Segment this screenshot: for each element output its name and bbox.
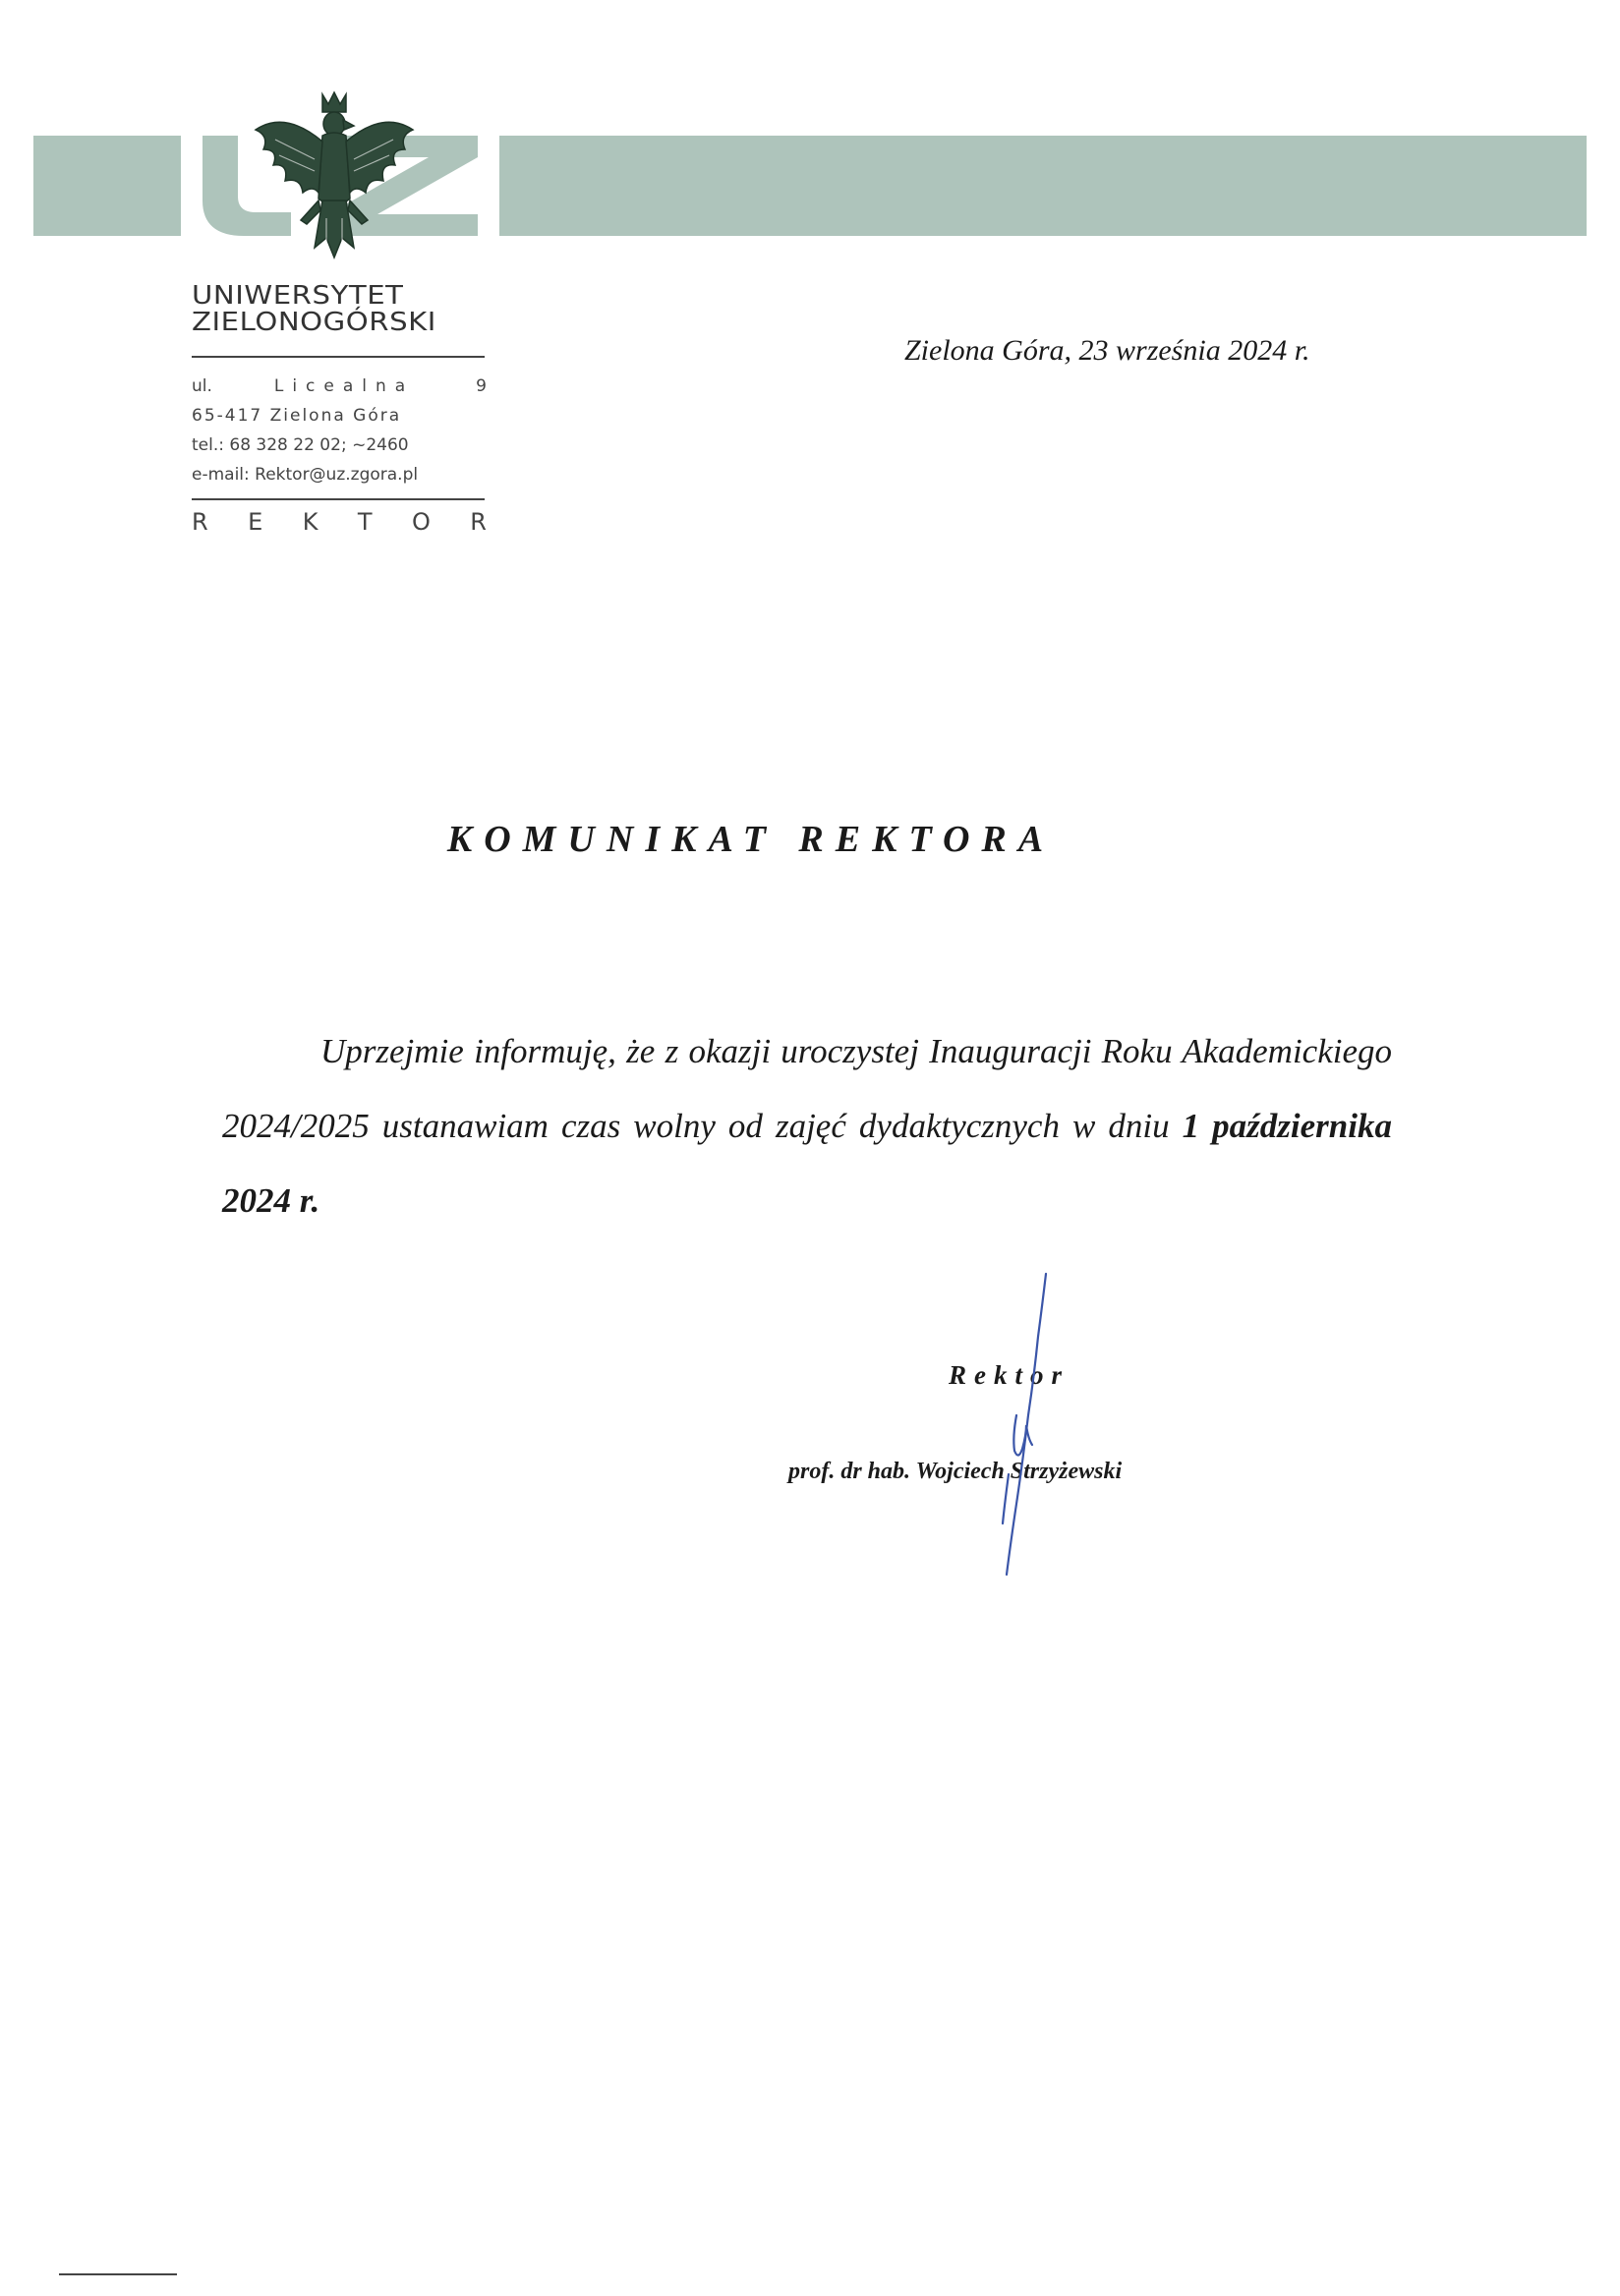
- address-city: 65-417 Zielona Góra: [192, 406, 402, 426]
- band-right-segment: [499, 136, 1587, 236]
- document-date: Zielona Góra, 23 września 2024 r.: [904, 334, 1310, 367]
- office-letter: R: [192, 508, 208, 536]
- eagle-emblem-icon: [246, 90, 423, 272]
- body-text-part: Uprzejmie informuję, że z okazji uroczystej Inauguracji Roku Akademickiego 2024/2025 ustanawiam czas wolny od zajęć dydaktycznych w dniu: [222, 1032, 1392, 1145]
- footer-rule: [59, 2273, 177, 2275]
- address-block: [192, 372, 487, 489]
- document-body: [222, 1014, 1392, 1238]
- signature-name: prof. dr hab. Wojciech Strzyżewski: [788, 1459, 1123, 1484]
- office-letter: E: [248, 508, 263, 536]
- office-label: [192, 508, 487, 536]
- signature-title: Rektor: [949, 1360, 1070, 1390]
- letterhead-divider-top: [192, 356, 485, 358]
- document-title: [0, 818, 1620, 861]
- handwritten-signature-icon: [944, 1268, 1062, 1582]
- office-letter: T: [357, 508, 373, 536]
- office-letter: R: [470, 508, 487, 536]
- address-street-part: ul.: [192, 376, 212, 396]
- office-letter: O: [411, 508, 431, 536]
- body-paragraph: [222, 1014, 1392, 1238]
- university-line-1: UNIWERSYTET: [192, 281, 404, 311]
- address-street-part: Licealna: [273, 376, 415, 396]
- address-street-part: 9: [476, 376, 487, 396]
- address-phone: tel.: 68 328 22 02; ~2460: [192, 435, 409, 455]
- address-email: e-mail: Rektor@uz.zgora.pl: [192, 465, 419, 485]
- office-letter: K: [302, 508, 318, 536]
- address-street-line: [192, 372, 487, 401]
- university-line-2: ZIELONOGÓRSKI: [192, 308, 436, 337]
- document-title-text: KOMUNIKAT REKTORA: [446, 819, 1056, 860]
- university-name: [192, 283, 522, 336]
- body-date-highlight: 1 października 2024 r.: [222, 1107, 1392, 1220]
- letterhead-divider-bottom: [192, 498, 485, 500]
